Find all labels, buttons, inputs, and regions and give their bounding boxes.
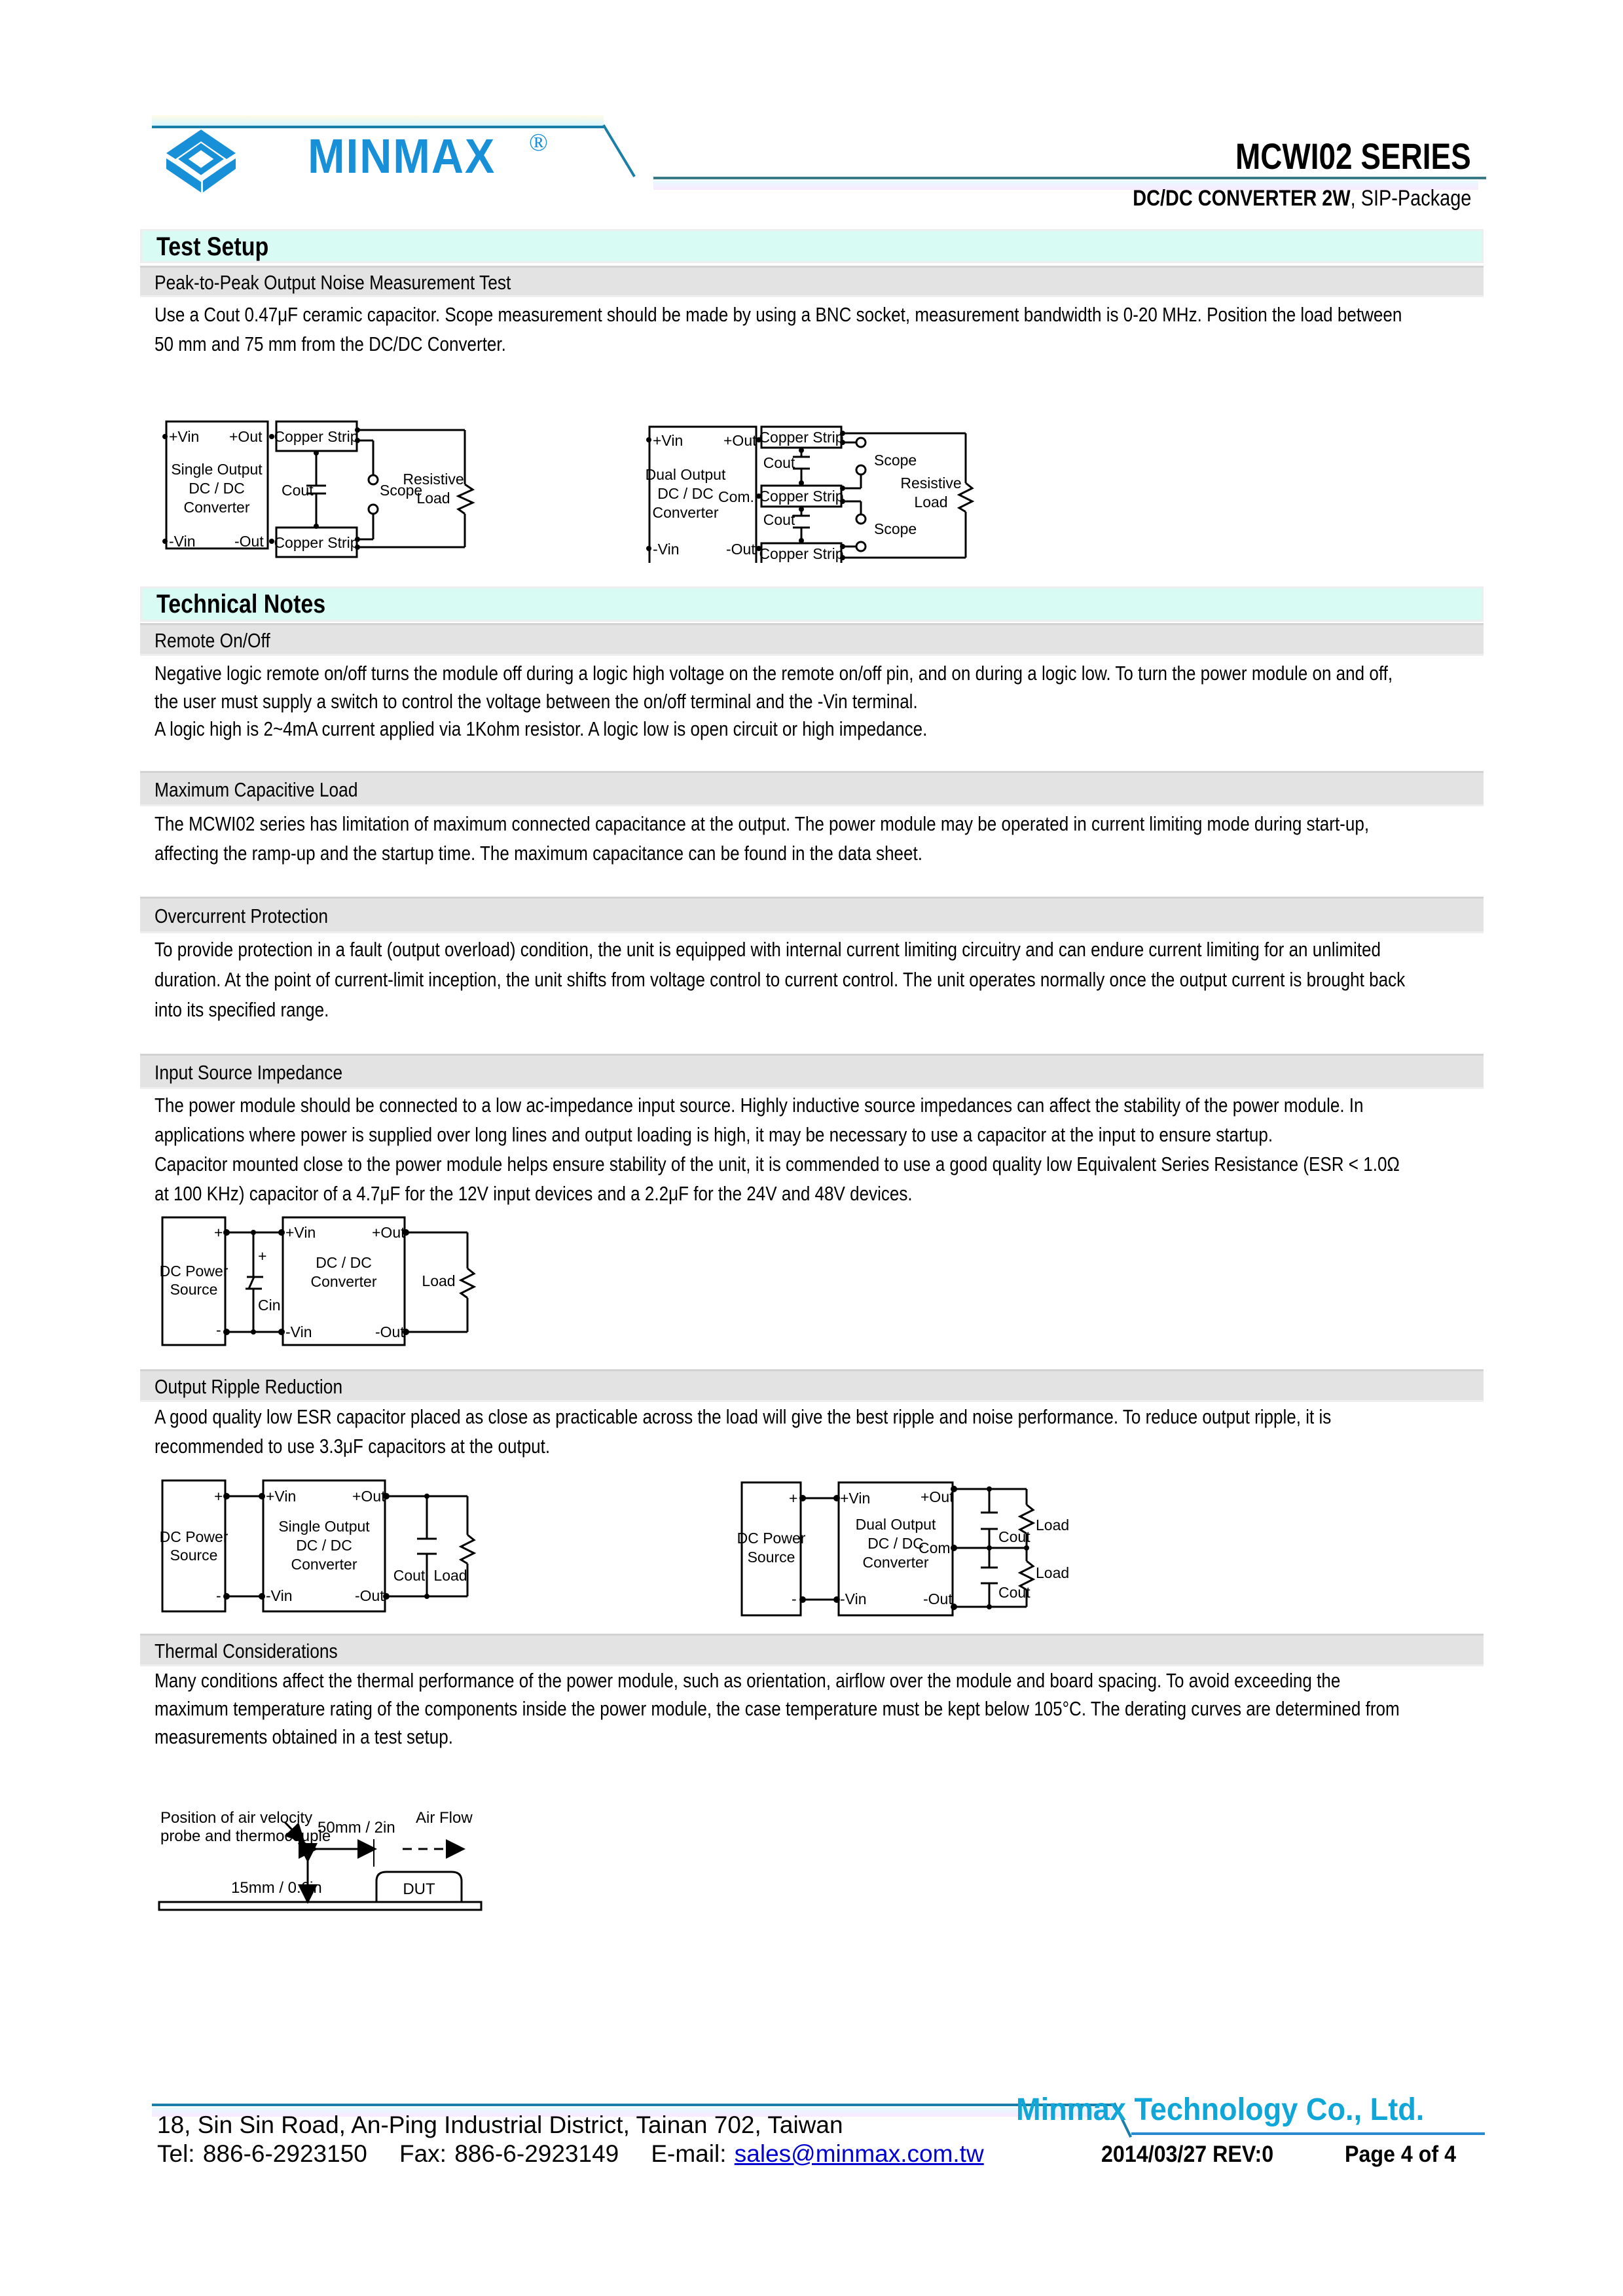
label-cout: Cout xyxy=(282,482,314,499)
text-line: Use a Cout 0.47μF ceramic capacitor. Scope measurement should be made by using a BNC socket, measurement bandwidth is 0-20 MHz. Position the load between xyxy=(155,303,1402,326)
label-minus: - xyxy=(792,1590,797,1607)
section-test-setup xyxy=(140,229,1484,263)
text-line: A good quality low ESR capacitor placed as close as practicable across the load will give the best ripple and noise performance. To reduce output ripple, it is xyxy=(155,1405,1332,1428)
label-distance: 50mm / 2in xyxy=(318,1819,395,1837)
diagram-input-capacitor xyxy=(151,1211,661,1355)
label-scope: Scope xyxy=(380,482,423,499)
minmax-logo-icon xyxy=(165,128,237,194)
subsection-overcurrent-protection xyxy=(140,897,1484,933)
paragraph-input-source-impedance xyxy=(155,1090,1474,1208)
paragraph-remote-onoff xyxy=(155,658,1474,743)
label-vin-pos: +Vin xyxy=(653,432,684,449)
label-copper-strip-top: Copper Strip xyxy=(759,429,844,446)
subsection-title: Output Ripple Reduction xyxy=(155,1375,343,1398)
section-title: Test Setup xyxy=(156,232,269,261)
subtitle-rest: , SIP-Package xyxy=(1350,186,1471,211)
label-load: Load xyxy=(433,1567,467,1584)
label-vin-neg: -Vin xyxy=(653,541,680,558)
label-probe-2: probe and thermocouple xyxy=(160,1827,331,1845)
text-line: maximum temperature rating of the components inside the power module, the case temperature must be kept below 105°C. The derating curves are determined from xyxy=(155,1697,1400,1720)
label-minus: - xyxy=(216,1321,221,1338)
footer-rule-right xyxy=(1131,2132,1485,2135)
label-converter-3: Converter xyxy=(862,1554,929,1571)
label-load-top: Load xyxy=(1036,1516,1070,1534)
label-cout-top: Cout xyxy=(998,1528,1030,1545)
label-vin-neg: -Vin xyxy=(285,1323,312,1340)
probe-point xyxy=(304,1846,311,1852)
label-converter-2: Converter xyxy=(310,1273,377,1290)
label-cin: Cin xyxy=(258,1297,281,1314)
label-out-pos: +Out xyxy=(921,1488,954,1505)
contact-line xyxy=(157,2140,984,2168)
label-converter-3: Converter xyxy=(291,1556,357,1573)
label-cout: Cout xyxy=(393,1567,426,1584)
label-airflow: Air Flow xyxy=(416,1809,473,1827)
subsection-title: Remote On/Off xyxy=(155,629,270,652)
subsection-input-source-impedance xyxy=(140,1054,1484,1089)
diagram-ripple-single-output xyxy=(151,1476,661,1626)
subsection-output-ripple-reduction xyxy=(140,1369,1484,1402)
registered-mark: ® xyxy=(529,129,548,156)
label-load-2: Load xyxy=(416,490,450,507)
text-line: Capacitor mounted close to the power module helps ensure stability of the unit, it is commended to use a good quality low Equivalent Series Resistance (ESR < 1.0Ω xyxy=(155,1153,1400,1175)
label-vin-neg: -Vin xyxy=(266,1587,293,1604)
label-vin-pos: +Vin xyxy=(840,1490,871,1507)
label-source-2: Source xyxy=(170,1281,218,1298)
label-copper-strip-top: Copper Strip xyxy=(274,428,359,445)
label-load-1: Resistive xyxy=(900,475,962,492)
diagram-dual-output-noise-test xyxy=(645,412,1136,563)
label-source-1: DC Power xyxy=(737,1530,806,1547)
label-converter-1: Dual Output xyxy=(645,466,726,483)
diagram-single-output-noise-test xyxy=(151,412,642,563)
label-vin-neg: -Vin xyxy=(840,1590,867,1607)
subsection-title: Maximum Capacitive Load xyxy=(155,778,358,801)
diagram-ripple-dual-output xyxy=(733,1476,1296,1626)
label-minus: - xyxy=(216,1587,221,1604)
text-line: at 100 KHz) capacitor of a 4.7μF for the 12V input devices and a 2.2μF for the 24V and 48V devices. xyxy=(155,1182,913,1205)
label-converter-1: Dual Output xyxy=(855,1516,936,1533)
page-number: Page 4 of 4 xyxy=(1345,2142,1457,2167)
paragraph-peak-noise xyxy=(155,300,1474,359)
label-load-bottom: Load xyxy=(1036,1564,1070,1581)
text-line: The power module should be connected to a low ac-impedance input source. Highly inductive source impedances can affect the stability of the power module. In xyxy=(155,1094,1364,1117)
paragraph-max-capacitive-load xyxy=(155,809,1474,868)
text-line: applications where power is supplied over long lines and output loading is high, it may be necessary to use a capacitor at the input to ensure startup. xyxy=(155,1123,1273,1146)
label-vin-neg: -Vin xyxy=(169,533,196,550)
label-vin-pos: +Vin xyxy=(285,1224,316,1241)
label-probe-1: Position of air velocity xyxy=(160,1809,313,1827)
label-com: Com. xyxy=(718,488,754,505)
text-line: measurements obtained in a test setup. xyxy=(155,1725,453,1748)
label-out-neg: -Out xyxy=(355,1587,384,1604)
section-title: Technical Notes xyxy=(156,590,326,619)
label-cin-plus: + xyxy=(258,1247,267,1265)
label-plus: + xyxy=(789,1490,798,1507)
label-vin-pos: +Vin xyxy=(169,428,200,445)
text-line: A logic high is 2~4mA current applied via 1Kohm resistor. A logic low is open circuit or high impedance. xyxy=(155,717,928,740)
text-line: duration. At the point of current-limit inception, the unit shifts from voltage control to current control. The unit operates normally once the output current is brought back xyxy=(155,968,1406,991)
diagram-thermal-test-setup xyxy=(151,1793,753,1944)
label-height: 15mm / 0.6in xyxy=(231,1879,322,1897)
label-source-2: Source xyxy=(747,1549,795,1566)
label-plus: + xyxy=(214,1488,223,1505)
label-converter-1: Single Output xyxy=(278,1518,370,1535)
label-vin-pos: +Vin xyxy=(266,1488,297,1505)
email-link[interactable]: sales@minmax.com.tw xyxy=(734,2140,984,2167)
subsection-title: Thermal Considerations xyxy=(155,1640,338,1662)
label-scope-bottom: Scope xyxy=(874,520,917,537)
label-out-pos: +Out xyxy=(229,428,263,445)
label-com: Com. xyxy=(919,1539,955,1556)
label-copper-strip-bottom: Copper Strip xyxy=(274,534,359,551)
label-copper-strip-bottom: Copper Strip xyxy=(759,545,844,562)
label-copper-strip-mid: Copper Strip xyxy=(759,488,844,505)
header-rule-diagonal xyxy=(602,124,636,177)
label-dut: DUT xyxy=(403,1880,435,1898)
label-converter-3: Converter xyxy=(652,504,719,521)
label-source-2: Source xyxy=(170,1547,218,1564)
text-line: Many conditions affect the thermal performance of the power module, such as orientation, airflow over the module and board spacing. To avoid exceeding the xyxy=(155,1669,1341,1692)
label-converter-1: DC / DC xyxy=(316,1254,372,1271)
text-line: Negative logic remote on/off turns the module off during a logic high voltage on the remote on/off pin, and on during a logic low. To turn the power module on and off, xyxy=(155,662,1393,685)
label-out-neg: -Out xyxy=(726,541,756,558)
paragraph-thermal-considerations xyxy=(155,1666,1474,1751)
product-subtitle xyxy=(1133,186,1471,211)
subsection-title: Input Source Impedance xyxy=(155,1061,343,1084)
fax-number: Fax: 886-6-2923149 xyxy=(399,2140,619,2167)
label-out-neg: -Out xyxy=(375,1323,405,1340)
label-load-2: Load xyxy=(914,493,948,511)
label-out-neg: -Out xyxy=(234,533,264,550)
label-converter-1: Single Output xyxy=(171,461,263,478)
company-name: Minmax Technology Co., Ltd. xyxy=(1016,2092,1425,2127)
paragraph-output-ripple-reduction xyxy=(155,1402,1474,1461)
subsection-title: Peak-to-Peak Output Noise Measurement Test xyxy=(155,271,511,294)
subsection-max-capacitive-load xyxy=(140,771,1484,806)
text-line: affecting the ramp-up and the startup time. The maximum capacitance can be found in the data sheet. xyxy=(155,842,922,865)
text-line: recommended to use 3.3μF capacitors at the output. xyxy=(155,1435,551,1458)
board xyxy=(159,1902,481,1910)
text-line: into its specified range. xyxy=(155,998,329,1021)
text-line: the user must supply a switch to control the voltage between the on/off terminal and the -Vin terminal. xyxy=(155,690,918,713)
label-source-1: DC Power xyxy=(159,1263,228,1280)
label-load-1: Resistive xyxy=(403,471,464,488)
subtitle-bold: DC/DC CONVERTER 2W xyxy=(1132,186,1351,211)
label-cout-bottom: Cout xyxy=(998,1584,1030,1601)
company-address: 18, Sin Sin Road, An-Ping Industrial District, Tainan 702, Taiwan xyxy=(157,2111,843,2138)
paragraph-overcurrent-protection xyxy=(155,935,1474,1025)
label-cout-top: Cout xyxy=(763,454,795,471)
label-converter-2: DC / DC xyxy=(657,485,714,502)
email-label: E-mail: xyxy=(651,2140,727,2167)
label-out-pos: +Out xyxy=(372,1224,405,1241)
label-converter-3: Converter xyxy=(183,499,250,516)
revision-date: 2014/03/27 REV:0 xyxy=(1101,2142,1274,2167)
label-out-pos: +Out xyxy=(723,432,757,449)
phone-number: Tel: 886-6-2923150 xyxy=(157,2140,367,2167)
text-line: The MCWI02 series has limitation of maximum connected capacitance at the output. The power module may be operated in current limiting mode during start-up, xyxy=(155,812,1370,835)
text-line: 50 mm and 75 mm from the DC/DC Converter. xyxy=(155,332,506,355)
subsection-thermal-considerations xyxy=(140,1634,1484,1666)
label-converter-2: DC / DC xyxy=(189,480,245,497)
logo-wordmark: MINMAX xyxy=(308,129,496,183)
subsection-title: Overcurrent Protection xyxy=(155,905,329,927)
subsection-remote-onoff xyxy=(140,623,1484,656)
footer-rule-left xyxy=(152,2104,1114,2106)
section-technical-notes xyxy=(140,586,1484,622)
label-cout-bottom: Cout xyxy=(763,511,795,528)
label-scope-top: Scope xyxy=(874,452,917,469)
series-title: MCWI02 SERIES xyxy=(1235,135,1471,177)
header-rule-glow xyxy=(152,115,604,126)
label-converter-2: DC / DC xyxy=(867,1535,924,1552)
text-line: To provide protection in a fault (output overload) condition, the unit is equipped with internal current limiting circuitry and can endure current limiting for an unlimited xyxy=(155,938,1381,961)
label-out-neg: -Out xyxy=(923,1590,953,1607)
label-converter-2: DC / DC xyxy=(296,1537,352,1554)
label-load: Load xyxy=(422,1272,456,1289)
label-plus: + xyxy=(214,1224,223,1241)
label-source-1: DC Power xyxy=(159,1528,228,1545)
subsection-peak-noise xyxy=(140,266,1484,297)
label-out-pos: +Out xyxy=(352,1488,386,1505)
